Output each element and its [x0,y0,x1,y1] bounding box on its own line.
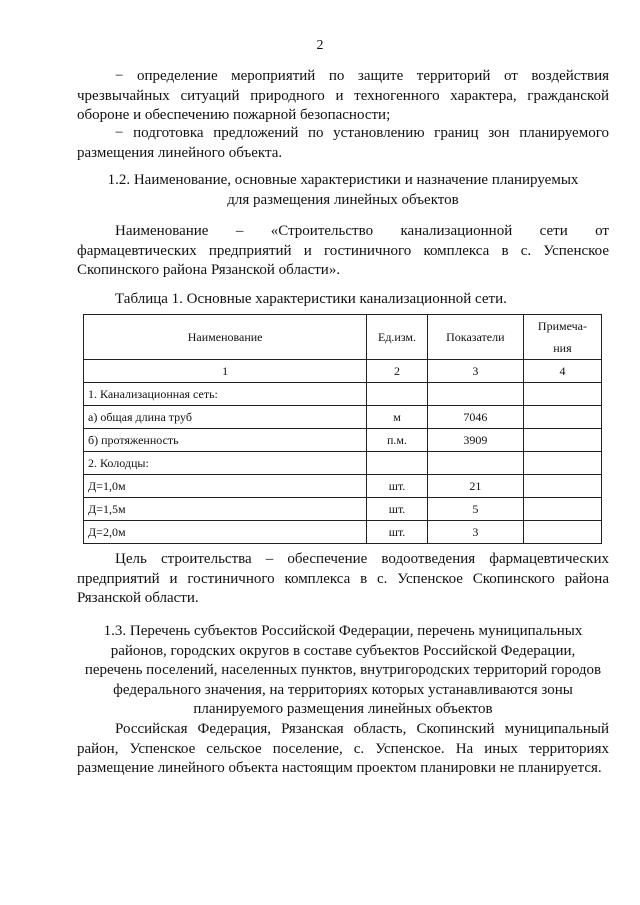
row-unit [367,383,428,406]
row-value [427,383,523,406]
row-unit [367,452,428,475]
row-value: 7046 [427,406,523,429]
table-row [84,406,602,429]
row-note [523,521,601,544]
row-unit: шт. [367,475,428,498]
section-1-2-heading: 1.2. Наименование, основные характеристики и назначение планируемых для размещения линейных объектов [107,172,579,208]
row-name: Д=1,0м [84,475,367,498]
section-1-3-text: Российская Федерация, Рязанская область, Скопинский муниципальный район, Успенское сельское поселение, с. Успенское. На иных территориях размещение линейного объекта настоящим проектом планировки не планируется. [77,721,609,776]
section-1-2-paragraph [77,222,609,281]
intro-paragraph-1 [77,67,609,126]
row-note [523,498,601,521]
section-1-3-heading: 1.3. Перечень субъектов Российской Федерации, перечень муниципальных районов, городских округов в составе субъектов Российской Федерации, перечень поселений, населенных пунктов, внутригородских территорий городов федерального значения, на территориях которых устанавливаются зоны планируемого размещения линейных объектов [84,623,602,717]
num-cell: 1 [84,360,367,383]
row-unit: м [367,406,428,429]
table-row [84,475,602,498]
row-value: 3909 [427,429,523,452]
goal-paragraph [77,550,609,609]
table-row [84,429,602,452]
intro-text-1: − определение мероприятий по защите территорий от воздействия чрезвычайных ситуаций природного и техногенного характера, гражданской обороне и обеспечению пожарной безопасности; [77,68,609,123]
table-header-row [84,315,602,360]
header-note: Примеча-ния [523,315,601,360]
header-name: Наименование [84,315,367,360]
row-note [523,452,601,475]
table-row [84,452,602,475]
header-unit: Ед.изм. [367,315,428,360]
row-name: 1. Канализационная сеть: [84,383,367,406]
row-unit: п.м. [367,429,428,452]
table-row [84,521,602,544]
row-note [523,475,601,498]
table-row [84,383,602,406]
num-cell: 2 [367,360,428,383]
row-value: 21 [427,475,523,498]
row-name: б) протяженность [84,429,367,452]
section-1-3-paragraph [77,720,609,779]
row-name: Д=2,0м [84,521,367,544]
row-note [523,383,601,406]
row-value [427,452,523,475]
intro-paragraph-2 [77,124,609,163]
characteristics-table [83,314,602,544]
num-cell: 3 [427,360,523,383]
row-unit: шт. [367,521,428,544]
row-value: 3 [427,521,523,544]
table-caption: Таблица 1. Основные характеристики канализационной сети. [115,291,507,307]
row-note [523,429,601,452]
row-name: Д=1,5м [84,498,367,521]
row-note [523,406,601,429]
num-cell: 4 [523,360,601,383]
section-1-2-text: Наименование – «Строительство канализационной сети от фармацевтических предприятий и гостиничного комплекса в с. Успенское Скопинского района Рязанской области». [77,223,609,278]
goal-text: Цель строительства – обеспечение водоотведения фармацевтических предприятий и гостиничного комплекса в с. Успенское Скопинского района Рязанской области. [77,551,609,606]
table-numbering-row [84,360,602,383]
row-name: 2. Колодцы: [84,452,367,475]
table-row [84,498,602,521]
row-unit: шт. [367,498,428,521]
intro-text-2: − подготовка предложений по установлению границ зон планируемого размещения линейного объекта. [77,125,609,161]
row-name: а) общая длина труб [84,406,367,429]
page-number: 2 [316,38,324,53]
header-value: Показатели [427,315,523,360]
row-value: 5 [427,498,523,521]
